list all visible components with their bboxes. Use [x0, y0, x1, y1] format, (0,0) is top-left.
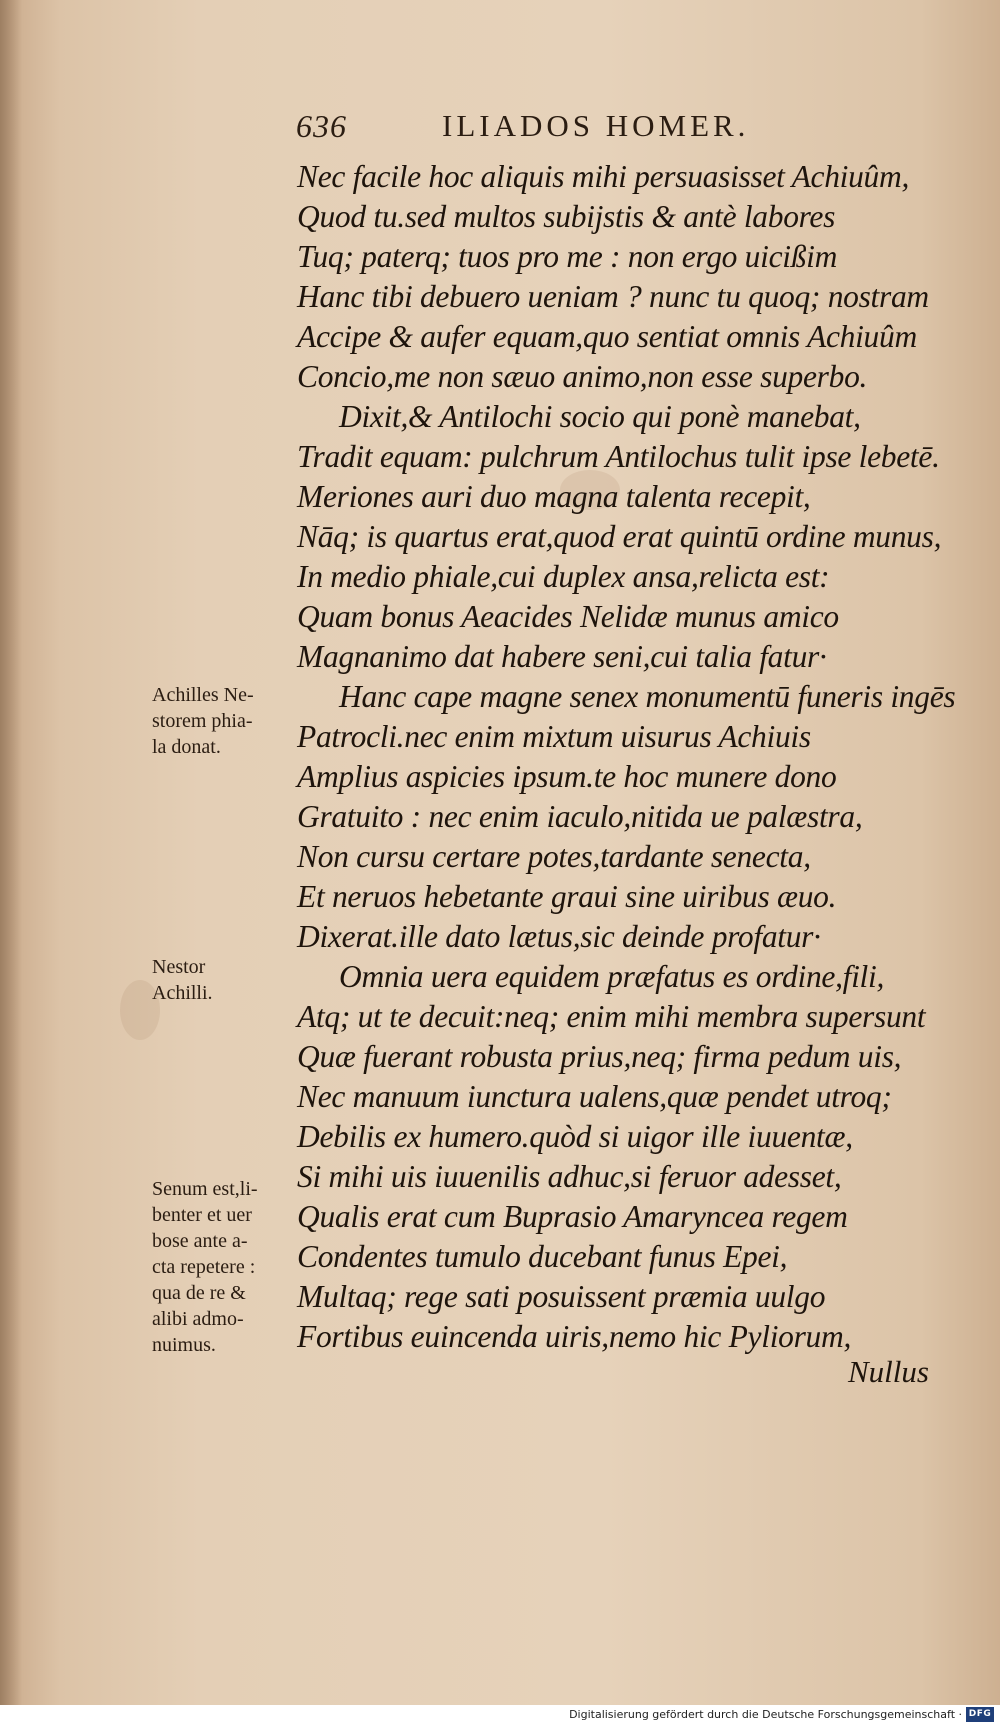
verse-line: Et neruos hebetante graui sine uiribus æuo. [297, 879, 837, 914]
marginal-note-line: Achilles Ne- [152, 684, 254, 706]
verse-line: Quod tu.sed multos subijstis & antè labores [297, 199, 836, 234]
marginal-note-line: la donat. [152, 736, 221, 758]
verse-line: Hanc tibi debuero ueniam ? nunc tu quoq; nostram [297, 279, 929, 314]
verse-line: Nāq; is quartus erat,quod erat quintū ordine munus, [297, 519, 942, 554]
verse-line: Multaq; rege sati posuissent præmia uulgo [297, 1279, 826, 1314]
verse-line: Magnanimo dat habere seni,cui talia fatur· [297, 639, 827, 674]
verse-line: Tradit equam: pulchrum Antilochus tulit ipse lebetē. [297, 439, 940, 474]
verse-line: Patrocli.nec enim mixtum uisurus Achiuis [297, 719, 811, 754]
marginal-note-line: Senum est,li- [152, 1178, 258, 1200]
marginal-note-line: Nestor [152, 956, 206, 978]
verse-line: Hanc cape magne senex monumentū funeris ingēs [339, 679, 956, 714]
dfg-logo-icon: DFG [966, 1707, 994, 1722]
verse-line: Tuq; paterq; tuos pro me : non ergo uicißim [297, 239, 838, 274]
footer-credit: Digitalisierung gefördert durch die Deutsche Forschungsgemeinschaft · [569, 1708, 962, 1721]
marginal-note-line: benter et uer [152, 1204, 252, 1226]
marginal-note [152, 682, 294, 760]
verse-line: Omnia uera equidem præfatus es ordine,fili, [339, 959, 885, 994]
verse-line: Atq; ut te decuit:neq; enim mihi membra supersunt [297, 999, 926, 1034]
marginal-note [152, 1176, 294, 1358]
page-header [296, 108, 786, 152]
verse-line: Fortibus euincenda uiris,nemo hic Pyliorum, [297, 1319, 852, 1354]
verse-line: Debilis ex humero.quòd si uigor ille iuuentæ, [297, 1119, 853, 1154]
marginal-note-line: Achilli. [152, 982, 213, 1004]
verse-line: Non cursu certare potes,tardante senecta, [297, 839, 811, 874]
verse-line: Dixit,& Antilochi socio qui ponè manebat, [339, 399, 861, 434]
marginal-note-line: nuimus. [152, 1334, 216, 1356]
running-head: ILIADOS HOMER. [442, 108, 750, 143]
marginal-note [152, 954, 294, 1006]
verse-line: Si mihi uis iuuenilis adhuc,si feruor adesset, [297, 1159, 842, 1194]
marginal-note-line: qua de re & [152, 1282, 246, 1304]
verse-line: Gratuito : nec enim iaculo,nitida ue palæstra, [297, 799, 863, 834]
verse-line: Nec facile hoc aliquis mihi persuasisset Achiuûm, [297, 159, 910, 194]
digitization-footer [0, 1705, 1000, 1727]
verse-line: Amplius aspicies ipsum.te hoc munere dono [297, 759, 837, 794]
marginal-note-line: alibi admo- [152, 1308, 244, 1330]
verse-line: Dixerat.ille dato lætus,sic deinde profatur· [297, 919, 821, 954]
verse-line: Concio,me non sæuo animo,non esse superbo. [297, 359, 868, 394]
verse-line: Condentes tumulo ducebant funus Epei, [297, 1239, 788, 1274]
verse-line: Meriones auri duo magna talenta recepit, [297, 479, 811, 514]
verse-line: Accipe & aufer equam,quo sentiat omnis Achiuûm [297, 319, 917, 354]
catchword: Nullus [848, 1354, 929, 1389]
verse-line: Quam bonus Aeacides Nelidæ munus amico [297, 599, 839, 634]
marginal-note-line: storem phia- [152, 710, 253, 732]
marginal-note-line: cta repetere : [152, 1256, 256, 1278]
verse-line: Qualis erat cum Buprasio Amaryncea regem [297, 1199, 848, 1234]
marginal-note-line: bose ante a- [152, 1230, 248, 1252]
verse-line: Nec manuum iunctura ualens,quæ pendet utroq; [297, 1079, 892, 1114]
page-number: 636 [296, 108, 347, 144]
verse-line: In medio phiale,cui duplex ansa,relicta est: [297, 559, 830, 594]
verse-line: Quæ fuerant robusta prius,neq; firma pedum uis, [297, 1039, 902, 1074]
page-gutter-shadow [0, 0, 22, 1727]
